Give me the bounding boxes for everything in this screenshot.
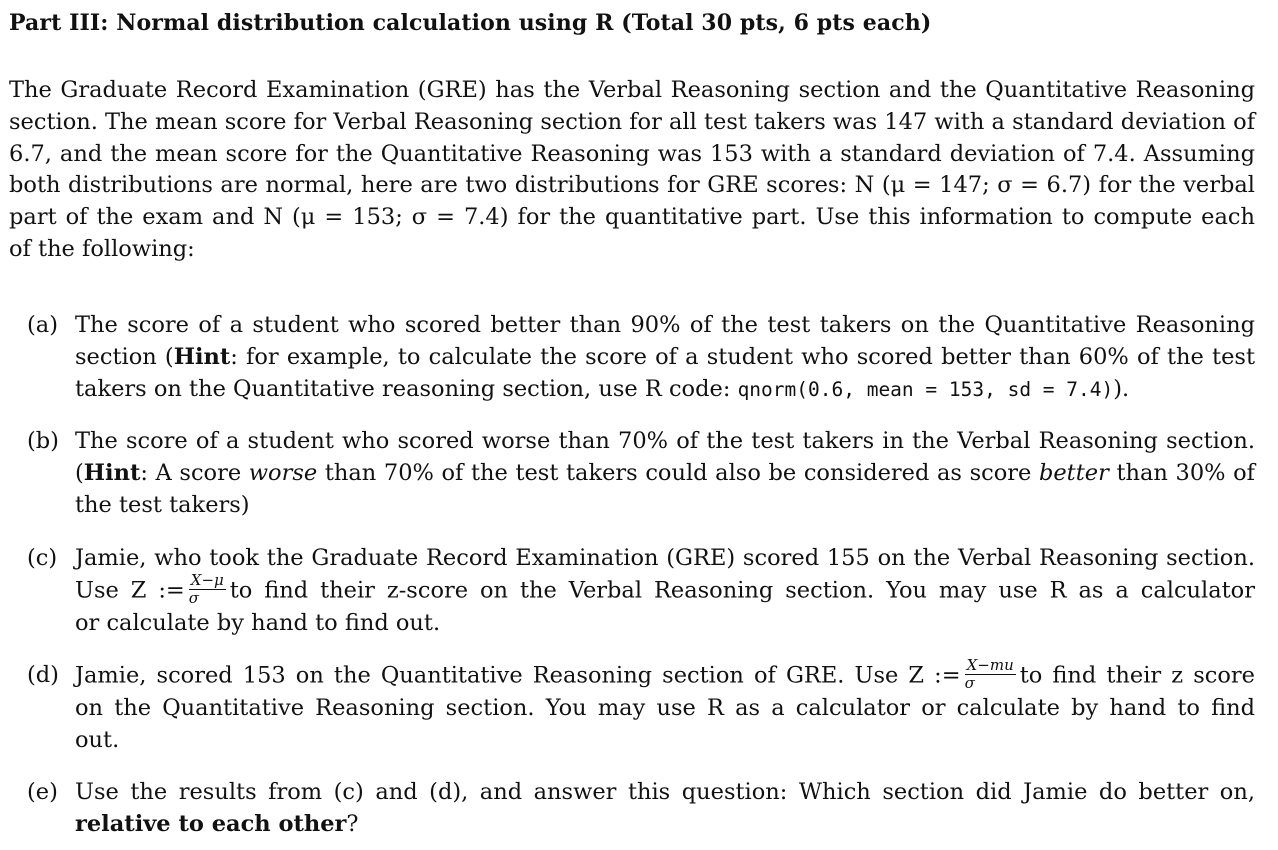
intro-line: of the following: [9, 235, 195, 262]
fraction-denominator: σ [964, 674, 975, 692]
question-label: (c) [27, 545, 58, 571]
question-c [27, 543, 1255, 640]
bold-phrase: relative to each other [75, 810, 347, 837]
question-label: (a) [27, 312, 58, 338]
text-segment: than 30% of [1108, 459, 1256, 486]
question-line: Use the results from (c) and (d), and answer this question: Which section did Jamie do better on, [75, 779, 1255, 805]
question-d [27, 656, 1255, 757]
question-body [75, 777, 1255, 841]
question-line: the test takers) [75, 491, 250, 518]
question-line [75, 809, 1255, 841]
question-label: (e) [27, 779, 58, 805]
intro-line: part of the exam and N (μ = 153; σ = 7.4) for the quantitative part. Use this information to compute each [9, 204, 1255, 231]
hint-label: Hint [173, 343, 231, 370]
question-a [27, 310, 1255, 405]
text-segment: ). [1113, 375, 1130, 402]
question-line: Jamie, who took the Graduate Record Examination (GRE) scored 155 on the Verbal Reasoning section. [75, 545, 1255, 571]
question-line [75, 458, 1255, 490]
question-line [75, 342, 1255, 374]
section-heading: Part III: Normal distribution calculation using R (Total 30 pts, 6 pts each) [9, 10, 932, 36]
text-segment: ? [346, 810, 359, 837]
r-code: qnorm(0.6, mean = 153, sd = 7.4) [737, 377, 1114, 401]
text-segment: ( [75, 459, 84, 486]
question-line [75, 374, 1255, 406]
question-line: on the Quantitative Reasoning section. You may use R as a calculator or calculate by hand to find [75, 695, 1255, 721]
question-b [27, 426, 1255, 521]
question-line: The score of a student who scored better than 90% of the test takers on the Quantitative Reasoning [75, 312, 1255, 338]
emphasis-better: better [1038, 459, 1109, 486]
question-body [75, 656, 1255, 757]
question-body [75, 310, 1255, 405]
fraction-numerator: X−μ [190, 570, 224, 589]
z-formula-fraction [188, 570, 226, 607]
text-segment: to find their z-score on the Verbal Reasoning section. You may use R as a calculator [229, 577, 1255, 604]
intro-line: 6.7, and the mean score for the Quantitative Reasoning was 153 with a standard deviation of 7.4. Assuming [9, 140, 1255, 167]
question-line: or calculate by hand to find out. [75, 609, 441, 636]
question-body [75, 426, 1255, 521]
fraction-numerator: X−mu [966, 656, 1014, 674]
intro-line: section. The mean score for Verbal Reasoning section for all test takers was 147 with a standard deviation of [9, 108, 1256, 135]
text-segment: than 70% of the test takers could also be considered as score [317, 459, 1039, 486]
text-segment: : for example, to calculate the score of a student who scored better than 60% of the test [230, 343, 1255, 370]
fraction-denominator: σ [188, 588, 200, 607]
text-segment: section ( [75, 343, 174, 370]
question-label: (d) [27, 662, 59, 688]
text-segment: Use Z := [75, 577, 185, 604]
text-segment: : A score [140, 459, 249, 486]
question-line [75, 656, 1255, 693]
question-line [75, 570, 1255, 608]
question-label: (b) [27, 428, 59, 454]
question-body [75, 543, 1255, 640]
text-segment: takers on the Quantitative reasoning section, use R code: [75, 375, 738, 402]
text-segment: Jamie, scored 153 on the Quantitative Reasoning section of GRE. Use Z := [75, 662, 961, 689]
intro-line: The Graduate Record Examination (GRE) has the Verbal Reasoning section and the Quantitative Reasoning [9, 77, 1255, 103]
text-segment: to find their z score [1019, 662, 1255, 689]
question-line: out. [75, 726, 120, 753]
question-e [27, 777, 1255, 841]
intro-line: both distributions are normal, here are two distributions for GRE scores: N (μ = 147; σ = 6.7) for the verbal [9, 172, 1255, 199]
question-line: The score of a student who scored worse than 70% of the test takers in the Verbal Reasoning section. [75, 428, 1255, 454]
intro-paragraph [9, 75, 1255, 266]
hint-label: Hint [83, 459, 141, 486]
emphasis-worse: worse [248, 459, 318, 486]
z-formula-fraction [965, 658, 1016, 691]
